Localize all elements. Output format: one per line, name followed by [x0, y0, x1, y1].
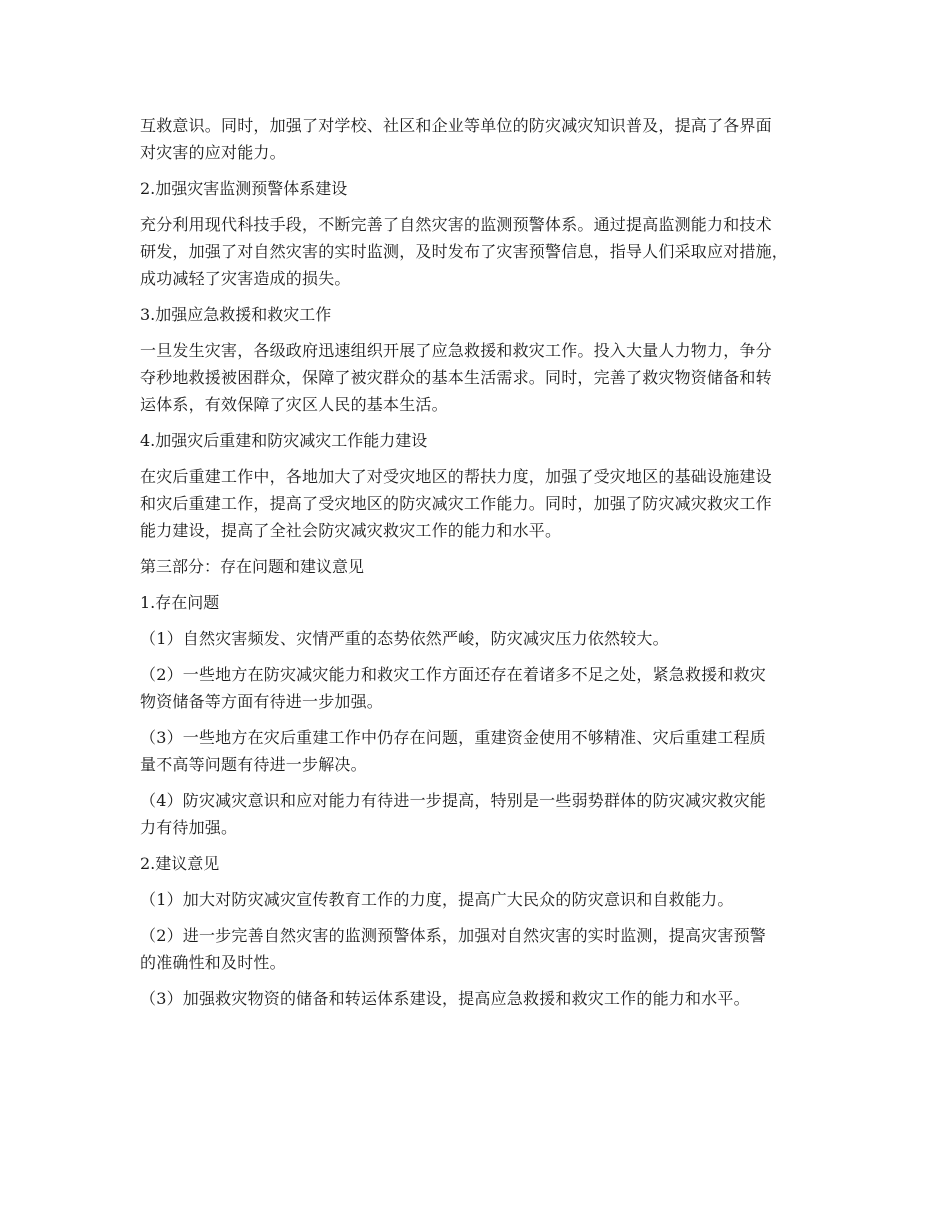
document-page [140, 112, 830, 1021]
text-line: 成功减轻了灾害造成的损失。 [140, 269, 351, 288]
text-line: 一旦发生灾害，各级政府迅速组织开展了应急救援和救灾工作。投入大量人力物力，争分 [140, 341, 772, 360]
problem-item-2 [140, 661, 830, 715]
problem-item-4 [140, 787, 830, 841]
text-line: 在灾后重建工作中，各地加大了对受灾地区的帮扶力度，加强了受灾地区的基础设施建设 [140, 467, 772, 486]
text-line: 物资储备等方面有待进一步加强。 [140, 692, 384, 711]
text-line: 夺秒地救援被困群众，保障了被灾群众的基本生活需求。同时，完善了救灾物资储备和转 [140, 368, 772, 387]
section-heading-rescue: 3.加强应急救援和救灾工作 [140, 305, 332, 324]
problem-item-1 [140, 625, 830, 652]
text-line: 的准确性和及时性。 [140, 953, 286, 972]
paragraph-3 [140, 337, 830, 418]
text-line: （1）自然灾害频发、灾情严重的态势依然严峻，防灾减灾压力依然较大。 [140, 629, 669, 648]
text-line: 充分利用现代科技手段，不断完善了自然灾害的监测预警体系。通过提高监测能力和技术 [140, 215, 772, 234]
text-line: 研发，加强了对自然灾害的实时监测，及时发布了灾害预警信息，指导人们采取应对措施， [140, 242, 789, 261]
text-line: 和灾后重建工作，提高了受灾地区的防灾减灾工作能力。同时，加强了防灾减灾救灾工作 [140, 494, 772, 513]
section-heading-monitoring: 2.加强灾害监测预警体系建设 [140, 179, 348, 198]
text-line: （3）一些地方在灾后重建工作中仍存在问题，重建资金使用不够精准、灾后重建工程质 [140, 728, 766, 747]
part-three-heading: 第三部分：存在问题和建议意见 [140, 557, 365, 576]
subheading-suggestions: 2.建议意见 [140, 854, 220, 873]
suggestion-item-1 [140, 886, 830, 913]
subheading-problems: 1.存在问题 [140, 593, 220, 612]
text-line: 互救意识。同时，加强了对学校、社区和企业等单位的防灾减灾知识普及，提高了各界面 [140, 116, 772, 135]
text-line: （4）防灾减灾意识和应对能力有待进一步提高，特别是一些弱势群体的防灾减灾救灾能 [140, 791, 766, 810]
text-line: 对灾害的应对能力。 [140, 143, 286, 162]
text-line: 量不高等问题有待进一步解决。 [140, 755, 367, 774]
text-line: （2）进一步完善自然灾害的监测预警体系，加强对自然灾害的实时监测，提高灾害预警 [140, 926, 766, 945]
text-line: 能力建设，提高了全社会防灾减灾救灾工作的能力和水平。 [140, 521, 562, 540]
text-line: 力有待加强。 [140, 818, 238, 837]
text-line: （1）加大对防灾减灾宣传教育工作的力度，提高广大民众的防灾意识和自救能力。 [140, 890, 734, 909]
suggestion-item-2 [140, 922, 830, 976]
paragraph-4 [140, 463, 830, 544]
problem-item-3 [140, 724, 830, 778]
text-line: （3）加强救灾物资的储备和转运体系建设，提高应急救援和救灾工作的能力和水平。 [140, 989, 750, 1008]
section-heading-reconstruction: 4.加强灾后重建和防灾减灾工作能力建设 [140, 431, 428, 450]
paragraph-2 [140, 211, 830, 292]
paragraph-1 [140, 112, 830, 166]
text-line: 运体系，有效保障了灾区人民的基本生活。 [140, 395, 448, 414]
text-line: （2）一些地方在防灾减灾能力和救灾工作方面还存在着诸多不足之处，紧急救援和救灾 [140, 665, 766, 684]
suggestion-item-3 [140, 985, 830, 1012]
